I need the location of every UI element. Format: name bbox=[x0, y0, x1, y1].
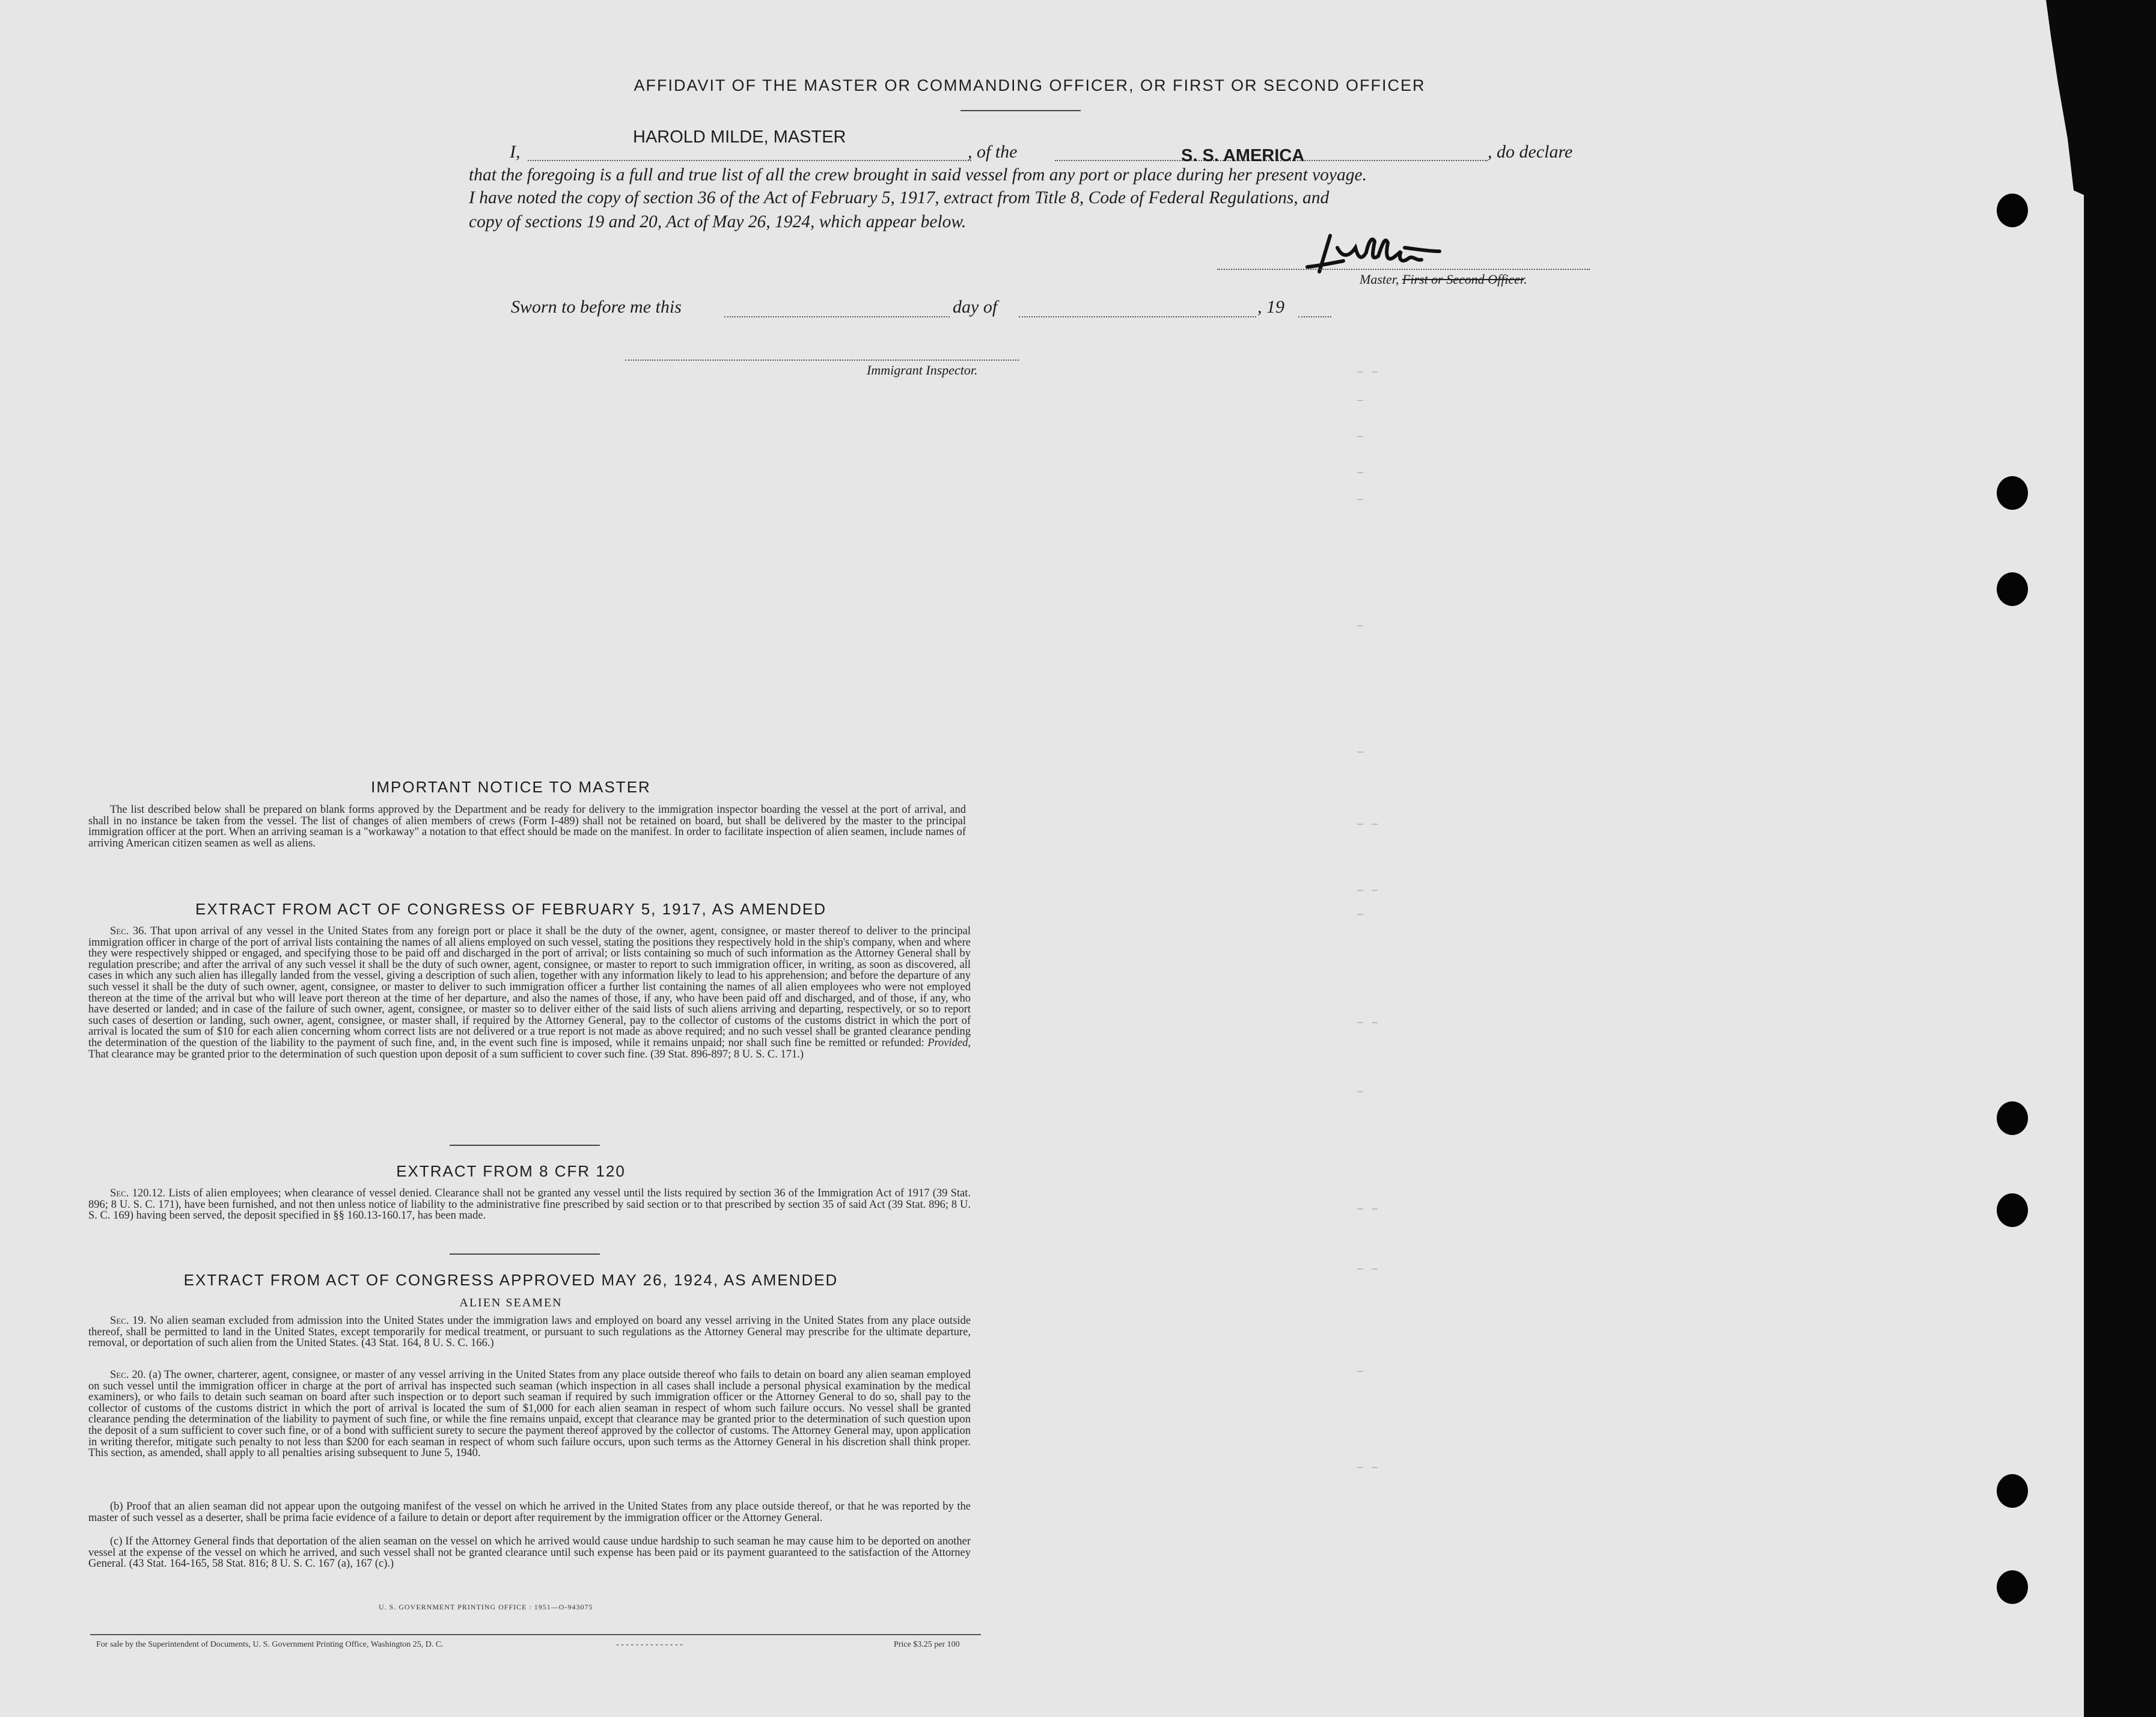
sec-36-provided: Provided, bbox=[927, 1036, 971, 1049]
affidavit-i-label: I, bbox=[510, 142, 521, 162]
extract-cfr-body bbox=[88, 1188, 971, 1222]
extract-1917-title: EXTRACT FROM ACT OF CONGRESS OF FEBRUARY 5, 1917, AS AMENDED bbox=[195, 900, 826, 918]
signature-line bbox=[1217, 269, 1590, 270]
sec-19-text: No alien seaman excluded from admission into the United States under the immigration laws and employed on board any vessel arriving in the United States from any place outside thereof, shall be permitted to land in the United States, except temporarily for medical treatment, or pursuant to such regulations as the Attorney General may prescribe for the ultimate departure, removal, or deportation of such alien from the United States. (43 Stat. 164, 8 U. S. C. 166.) bbox=[88, 1315, 971, 1350]
master-name: HAROLD MILDE, MASTER bbox=[633, 127, 846, 147]
sec-20-label: Sec. 20. bbox=[110, 1369, 146, 1381]
extract-cfr-title: EXTRACT FROM 8 CFR 120 bbox=[396, 1162, 626, 1180]
do-declare-label: , do declare bbox=[1488, 142, 1573, 162]
sec-19-label: Sec. 19. bbox=[110, 1315, 147, 1327]
faint-mark bbox=[1357, 499, 1363, 500]
faint-mark bbox=[1357, 372, 1363, 373]
affidavit-line-3: I have noted the copy of section 36 of the Act of February 5, 1917, extract from Title 8, Code of Federal Regulations, and bbox=[469, 188, 1330, 207]
name-line bbox=[528, 160, 971, 161]
affidavit-title: AFFIDAVIT OF THE MASTER OR COMMANDING OFFICER, OR FIRST OR SECOND OFFICER bbox=[634, 76, 1426, 94]
faint-mark bbox=[1372, 1208, 1378, 1210]
sec-20a bbox=[88, 1370, 971, 1459]
sec-20b: (b) Proof that an alien seaman did not appear upon the outgoing manifest of the vessel on which he arrived in the United States from any place outside thereof, or that he was reported by the master of such vessel as a deserter, shall be prima facie evidence of a failure to detain or deport after requirement by the immigration officer or the Attorney General. bbox=[88, 1501, 971, 1524]
faint-mark bbox=[1357, 1467, 1363, 1468]
faint-mark bbox=[1357, 1208, 1363, 1210]
vessel-name: S. S. AMERICA bbox=[1181, 146, 1305, 165]
signature-caption-prefix: Master, bbox=[1360, 272, 1402, 287]
faint-mark bbox=[1372, 1269, 1378, 1270]
sec-36-label: Sec. 36. bbox=[110, 925, 147, 937]
faint-mark bbox=[1372, 372, 1378, 373]
faint-mark bbox=[1357, 1371, 1363, 1372]
sec-120-text: Lists of alien employees; when clearance of vessel denied. Clearance shall not be granted any vessel until the lists required by section 36 of the Immigration Act of 1917 (39 Stat. 896; 8 U. S. C. 171), have been furnished, and not then unless notice of liability to the administrative fine prescribed by said section or to that prescribed by section 35 of said Act (39 Stat. 896; 8 U. S. C. 169) having been served, the deposit specified in §§ 160.13-160.17, has been made. bbox=[88, 1187, 971, 1222]
inspector-label: Immigrant Inspector. bbox=[867, 363, 978, 378]
of-the-label: , of the bbox=[968, 142, 1018, 162]
extract-1924-title: EXTRACT FROM ACT OF CONGRESS APPROVED MAY 26, 1924, AS AMENDED bbox=[183, 1271, 838, 1289]
faint-mark bbox=[1357, 890, 1363, 891]
binder-hole bbox=[1997, 1474, 2028, 1508]
faint-mark bbox=[1357, 1091, 1363, 1092]
inspector-line bbox=[625, 360, 1019, 361]
sworn-year-line bbox=[1298, 316, 1331, 317]
for-sale-notice: For sale by the Superintendent of Documents, U. S. Government Printing Office, Washington 25, D. C. bbox=[96, 1640, 444, 1649]
footer-dots: - - - - - - - - - - - - - - bbox=[616, 1640, 683, 1649]
faint-mark bbox=[1357, 751, 1363, 753]
faint-mark bbox=[1372, 1467, 1378, 1468]
section-rule bbox=[450, 1145, 600, 1146]
faint-mark bbox=[1372, 824, 1378, 825]
faint-mark bbox=[1357, 400, 1363, 401]
notice-title: IMPORTANT NOTICE TO MASTER bbox=[371, 778, 651, 796]
binder-hole bbox=[1997, 476, 2028, 510]
affidavit-line-4: copy of sections 19 and 20, Act of May 26, 1924, which appear below. bbox=[469, 212, 967, 231]
footer-rule bbox=[90, 1634, 981, 1635]
binder-hole bbox=[1997, 1101, 2028, 1135]
affidavit-line-2: that the foregoing is a full and true list of all the crew brought in said vessel from any port or place during her present voyage. bbox=[469, 165, 1367, 185]
faint-mark bbox=[1357, 436, 1363, 437]
price-notice: Price $3.25 per 100 bbox=[894, 1640, 960, 1649]
binder-hole bbox=[1997, 572, 2028, 606]
notice-body: The list described below shall be prepared on blank forms approved by the Department and be ready for delivery to the immigration inspector boarding the vessel at the port of arrival, and shall in no instance be taken from the vessel. The list of changes of alien members of crews (Form I-489) shall not be retained on board, but shall be delivered by the master to the principal immigration officer at the port. When an arriving seaman is a "workaway" a notation to that effect should be made on the manifest. In order to facilitate inspection of alien seamen, include names of arriving American citizen seamen as well as aliens. bbox=[88, 804, 966, 849]
signature-caption bbox=[1360, 272, 1527, 287]
faint-mark bbox=[1357, 1022, 1363, 1023]
alien-seamen-subtitle: ALIEN SEAMEN bbox=[459, 1296, 563, 1309]
sworn-month-line bbox=[1019, 316, 1256, 317]
faint-mark bbox=[1357, 824, 1363, 825]
faint-mark bbox=[1357, 914, 1363, 915]
sec-36-text-end: That clearance may be granted prior to the determination of such question upon deposit of a sum sufficient to cover such fine. (39 Stat. 896-897; 8 U. S. C. 171.) bbox=[88, 1048, 804, 1060]
year-prefix: , 19 bbox=[1257, 297, 1284, 317]
faint-mark bbox=[1372, 890, 1378, 891]
faint-mark bbox=[1372, 1022, 1378, 1023]
title-rule bbox=[960, 110, 1081, 111]
sec-20c: (c) If the Attorney General finds that deportation of the alien seaman on the vessel on which he arrived would cause undue hardship to such seaman he may cause him to be deported on another vessel at the expense of the vessel on which he arrived, and such vessel shall not be granted clearance until such expense has been paid or its payment guaranteed to the satisfaction of the Attorney General. (43 Stat. 164-165, 58 Stat. 816; 8 U. S. C. 167 (a), 167 (c).) bbox=[88, 1535, 971, 1570]
binder-hole bbox=[1997, 1570, 2028, 1604]
faint-mark bbox=[1357, 472, 1363, 473]
sec-120-label: Sec. 120.12. bbox=[110, 1187, 166, 1199]
binder-hole bbox=[1997, 194, 2028, 227]
binder-hole bbox=[1997, 1193, 2028, 1227]
gpo-imprint: U. S. GOVERNMENT PRINTING OFFICE : 1951—O-943075 bbox=[379, 1603, 593, 1611]
faint-mark bbox=[1357, 1269, 1363, 1270]
signature-caption-struck: First or Second Officer bbox=[1402, 272, 1524, 287]
extract-1917-body bbox=[88, 926, 971, 1060]
sec-20a-text: (a) The owner, charterer, agent, consignee, or master of any vessel arriving in the United States from any place outside thereof who fails to detain on board any alien seaman employed on such vessel until the immigration officer in charge at the port of arrival has inspected such seaman (which inspection in all cases shall include a personal physical examination by the medical examiners), or who fails to detain such seaman on board after such inspection or to deport such seaman if required by such immigration officer or the Attorney General to do so, shall pay to the collector of customs of the customs district in which the port of arrival is located the sum of $1,000 for each alien seaman in respect of whom such failure occurs. No vessel shall be granted clearance pending the determination of the liability to payment of such fine, or while the fine remains unpaid, except that clearance may be granted prior to the determination of such question upon the deposit of a sum sufficient to cover such fine, or of a bond with sufficient surety to secure the payment thereof approved by the collector of customs. The Attorney General may, upon application in writing therefor, mitigate such penalty to not less than $200 for each seaman in respect of whom such failure occurs, upon such terms as the Attorney General in his discretion shall think proper. This section, as amended, shall apply to all penalties arising subsequent to June 5, 1940. bbox=[88, 1369, 971, 1460]
day-of-label: day of bbox=[953, 297, 998, 317]
signature-caption-suffix: . bbox=[1524, 272, 1527, 287]
section-rule bbox=[450, 1253, 600, 1255]
sec-19 bbox=[88, 1315, 971, 1349]
sworn-day-line bbox=[724, 316, 950, 317]
faint-mark bbox=[1357, 625, 1363, 626]
sec-36-text: That upon arrival of any vessel in the United States from any foreign port or place it shall be the duty of the owner, agent, consignee, or master thereof to deliver to the principal immigration officer in charge of the port of arrival lists containing the names of all aliens employed on such vessel, stating the positions they respectively hold in the ship's company, when and where they were respectively shipped or engaged, and specifying those to be paid off and discharged in the port of arrival; or lists containing so much of such information as the Attorney General shall by regulation prescribe; and after the arrival of any such vessel it shall be the duty of such owner, agent, consignee, or master to report to such immigration officer, in writing, as soon as discovered, all cases in which any such alien has illegally landed from the vessel, giving a description of such alien, together with any information likely to lead to his apprehension; and before the departure of any such vessel it shall be the duty of such owner, agent, consignee, or master to deliver to such immigration officer a further list containing the names of all alien employees who were not employed thereon at the time of the arrival but who will leave port thereon at the time of her departure, and also the names of those, if any, who have been paid off and discharged, and of those, if any, who have deserted or landed; and in case of the failure of such owner, agent, consignee, or master so to deliver either of the said lists of such aliens arriving and departing, respectively, or so to report such cases of desertion or landing, such owner, agent, consignee, or master shall, if required by the Attorney General, pay to the collector of customs of the customs district in which the port of arrival is located the sum of $10 for each alien concerning whom correct lists are not delivered or a true report is not made as above required; and no such vessel shall be granted clearance pending the determination of the question of the liability to the payment of such fine, and, in the event such fine is imposed, while it remains unpaid; nor shall such fine be remitted or refunded: bbox=[88, 925, 971, 1049]
sworn-label: Sworn to before me this bbox=[511, 297, 682, 317]
